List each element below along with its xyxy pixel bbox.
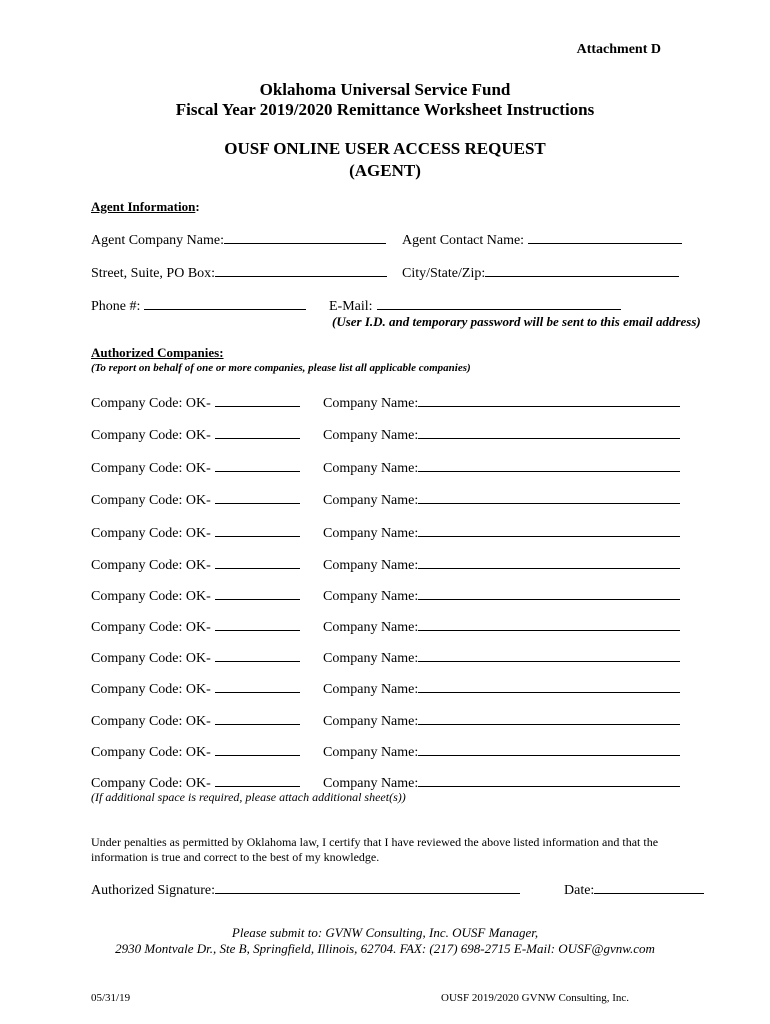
agent-contact-name-row [402, 230, 682, 249]
company-code-field[interactable] [215, 648, 300, 662]
company-code-row [91, 586, 300, 605]
authorized-companies-heading: Authorized Companies: [91, 345, 224, 360]
authorized-companies-subheading: (To report on behalf of one or more companies, please list all applicable companies) [91, 362, 471, 374]
company-name-field[interactable] [418, 773, 680, 787]
company-name-field[interactable] [418, 679, 680, 693]
company-name-label: Company Name: [323, 651, 419, 666]
email-label: E-Mail: [329, 299, 373, 314]
signature-label: Authorized Signature: [91, 883, 216, 898]
company-name-label: Company Name: [323, 620, 419, 635]
street-field[interactable] [215, 263, 387, 277]
company-code-label: Company Code: OK- [91, 526, 211, 541]
submit-line-1: Please submit to: GVNW Consulting, Inc. OUSF Manager, [231, 925, 539, 940]
signature-field[interactable] [215, 880, 520, 894]
email-row [329, 296, 621, 315]
attachment-label: Attachment D [576, 42, 661, 57]
document-title: Oklahoma Universal Service Fund [259, 80, 511, 99]
company-code-field[interactable] [215, 393, 300, 407]
agent-company-name-label: Agent Company Name: [91, 233, 224, 248]
company-code-field[interactable] [215, 617, 300, 631]
date-field[interactable] [594, 880, 704, 894]
document-subtitle: Fiscal Year 2019/2020 Remittance Worksheet Instructions [175, 100, 595, 119]
signature-row [91, 880, 520, 899]
submit-line-2: 2930 Montvale Dr., Ste B, Springfield, Illinois, 62704. FAX: (217) 698-2715 E-Mail: OUSF@gvnw.com [115, 941, 655, 956]
agent-contact-name-label: Agent Contact Name: [402, 233, 525, 248]
company-name-field[interactable] [418, 742, 680, 756]
company-code-row [91, 393, 300, 412]
company-name-field[interactable] [418, 393, 680, 407]
company-name-label: Company Name: [323, 428, 419, 443]
company-name-field[interactable] [418, 617, 680, 631]
company-code-label: Company Code: OK- [91, 589, 211, 604]
company-name-label: Company Name: [323, 461, 419, 476]
company-code-label: Company Code: OK- [91, 558, 211, 573]
company-code-field[interactable] [215, 425, 300, 439]
company-code-field[interactable] [215, 555, 300, 569]
company-code-label: Company Code: OK- [91, 651, 211, 666]
additional-space-note: (If additional space is required, please attach additional sheet(s)) [91, 790, 406, 804]
date-label: Date: [564, 883, 595, 898]
company-code-field[interactable] [215, 773, 300, 787]
email-field[interactable] [377, 296, 621, 310]
company-name-label: Company Name: [323, 745, 419, 760]
company-name-field[interactable] [418, 490, 680, 504]
company-name-label: Company Name: [323, 396, 419, 411]
street-row [91, 263, 387, 282]
company-code-field[interactable] [215, 586, 300, 600]
company-name-field[interactable] [418, 458, 680, 472]
company-code-row [91, 425, 300, 444]
company-code-row [91, 617, 300, 636]
company-name-row [323, 490, 680, 509]
company-code-label: Company Code: OK- [91, 714, 211, 729]
agent-company-name-row [91, 230, 386, 249]
certification-text: Under penalties as permitted by Oklahoma law, I certify that I have reviewed the above listed information and that the information is true and correct to the best of my knowledge. [91, 835, 659, 864]
footer-right: OUSF 2019/2020 GVNW Consulting, Inc. [441, 992, 630, 1004]
company-code-row [91, 555, 300, 574]
city-row [402, 263, 679, 282]
email-note: (User I.D. and temporary password will be sent to this email address) [332, 314, 701, 329]
phone-field[interactable] [144, 296, 306, 310]
company-code-label: Company Code: OK- [91, 461, 211, 476]
company-code-label: Company Code: OK- [91, 745, 211, 760]
company-code-field[interactable] [215, 679, 300, 693]
company-code-row [91, 523, 300, 542]
agent-company-name-field[interactable] [224, 230, 386, 244]
company-code-row [91, 648, 300, 667]
company-name-field[interactable] [418, 523, 680, 537]
company-code-field[interactable] [215, 523, 300, 537]
company-name-row [323, 648, 680, 667]
agent-contact-name-field[interactable] [528, 230, 682, 244]
company-name-field[interactable] [418, 711, 680, 725]
company-name-row [323, 523, 680, 542]
company-name-field[interactable] [418, 555, 680, 569]
company-code-label: Company Code: OK- [91, 620, 211, 635]
company-code-row [91, 742, 300, 761]
date-row [564, 880, 704, 899]
company-code-label: Company Code: OK- [91, 428, 211, 443]
company-name-label: Company Name: [323, 714, 419, 729]
company-name-row [323, 393, 680, 412]
footer-date: 05/31/19 [91, 992, 131, 1004]
company-name-row [323, 425, 680, 444]
company-name-row [323, 617, 680, 636]
company-code-label: Company Code: OK- [91, 493, 211, 508]
company-name-row [323, 458, 680, 477]
company-name-label: Company Name: [323, 589, 419, 604]
agent-info-heading: Agent Information: [91, 199, 200, 214]
company-code-field[interactable] [215, 490, 300, 504]
company-code-field[interactable] [215, 742, 300, 756]
company-code-row [91, 490, 300, 509]
company-code-label: Company Code: OK- [91, 396, 211, 411]
city-state-zip-label: City/State/Zip: [402, 266, 486, 281]
form-subtitle: (AGENT) [349, 161, 421, 180]
company-name-label: Company Name: [323, 493, 419, 508]
company-name-row [323, 555, 680, 574]
company-code-label: Company Code: OK- [91, 682, 211, 697]
company-name-field[interactable] [418, 648, 680, 662]
company-name-label: Company Name: [323, 776, 419, 791]
company-code-row [91, 711, 300, 730]
street-label: Street, Suite, PO Box: [91, 266, 216, 281]
company-name-label: Company Name: [323, 558, 419, 573]
company-name-row [323, 742, 680, 761]
company-code-field[interactable] [215, 458, 300, 472]
company-name-label: Company Name: [323, 526, 419, 541]
company-name-label: Company Name: [323, 682, 419, 697]
company-code-label: Company Code: OK- [91, 776, 211, 791]
company-name-field[interactable] [418, 425, 680, 439]
company-name-row [323, 586, 680, 605]
company-code-row [91, 679, 300, 698]
company-name-field[interactable] [418, 586, 680, 600]
company-code-row [91, 458, 300, 477]
phone-label: Phone #: [91, 299, 141, 314]
phone-row [91, 296, 306, 315]
company-name-row [323, 679, 680, 698]
company-code-field[interactable] [215, 711, 300, 725]
form-title: OUSF ONLINE USER ACCESS REQUEST [224, 139, 546, 158]
company-name-row [323, 711, 680, 730]
city-state-zip-field[interactable] [485, 263, 679, 277]
